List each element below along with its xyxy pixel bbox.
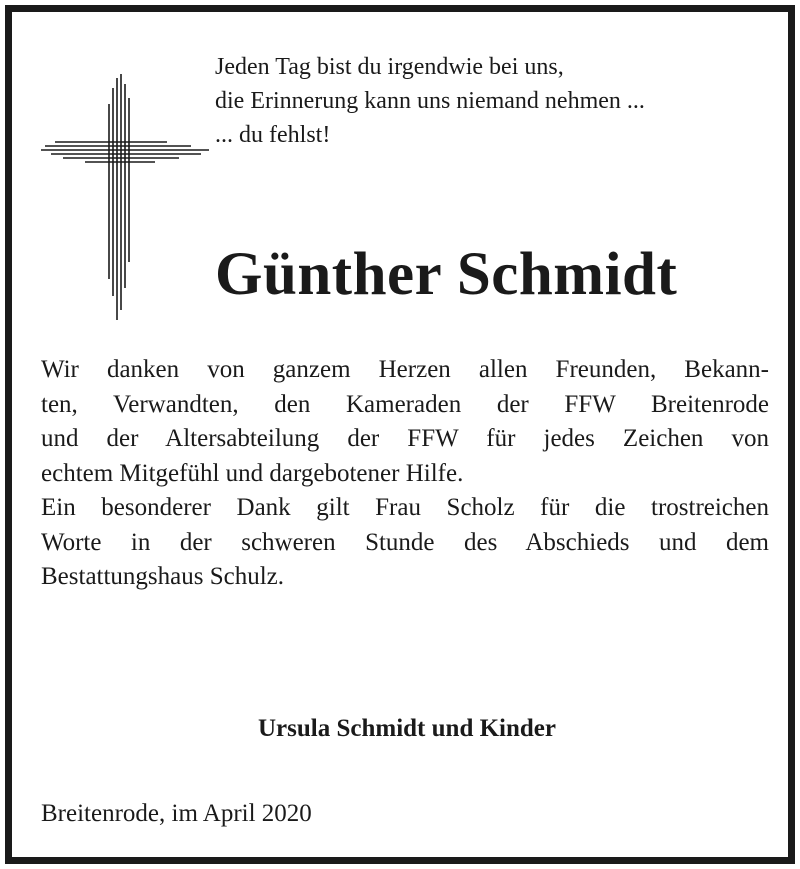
poem-line: die Erinnerung kann uns niemand nehmen ... <box>215 88 645 114</box>
place-date: Breitenrode, im April 2020 <box>41 800 312 827</box>
poem-line: Jeden Tag bist du irgendwie bei uns, <box>215 54 564 80</box>
thanks-paragraph <box>41 353 769 595</box>
signature: Ursula Schmidt und Kinder <box>258 715 556 742</box>
cross-icon <box>41 74 209 324</box>
obituary-frame <box>5 5 795 864</box>
thanks-line: Worte in der schweren Stunde des Abschieds und dem <box>41 528 769 556</box>
deceased-name: Günther Schmidt <box>215 241 678 308</box>
thanks-line: ten, Verwandten, den Kameraden der FFW Breitenrode <box>41 390 769 418</box>
thanks-line: Wir danken von ganzem Herzen allen Freunden, Bekann- <box>41 356 769 383</box>
thanks-line: Ein besonderer Dank gilt Frau Scholz für die trostreichen <box>41 494 769 521</box>
thanks-line: Bestattungshaus Schulz. <box>41 563 285 590</box>
thanks-line: und der Altersabteilung der FFW für jedes Zeichen von <box>41 425 769 452</box>
thanks-line: echtem Mitgefühl und dargebotener Hilfe. <box>41 459 464 487</box>
memorial-poem <box>215 50 775 152</box>
poem-line: ... du fehlst! <box>215 122 331 148</box>
